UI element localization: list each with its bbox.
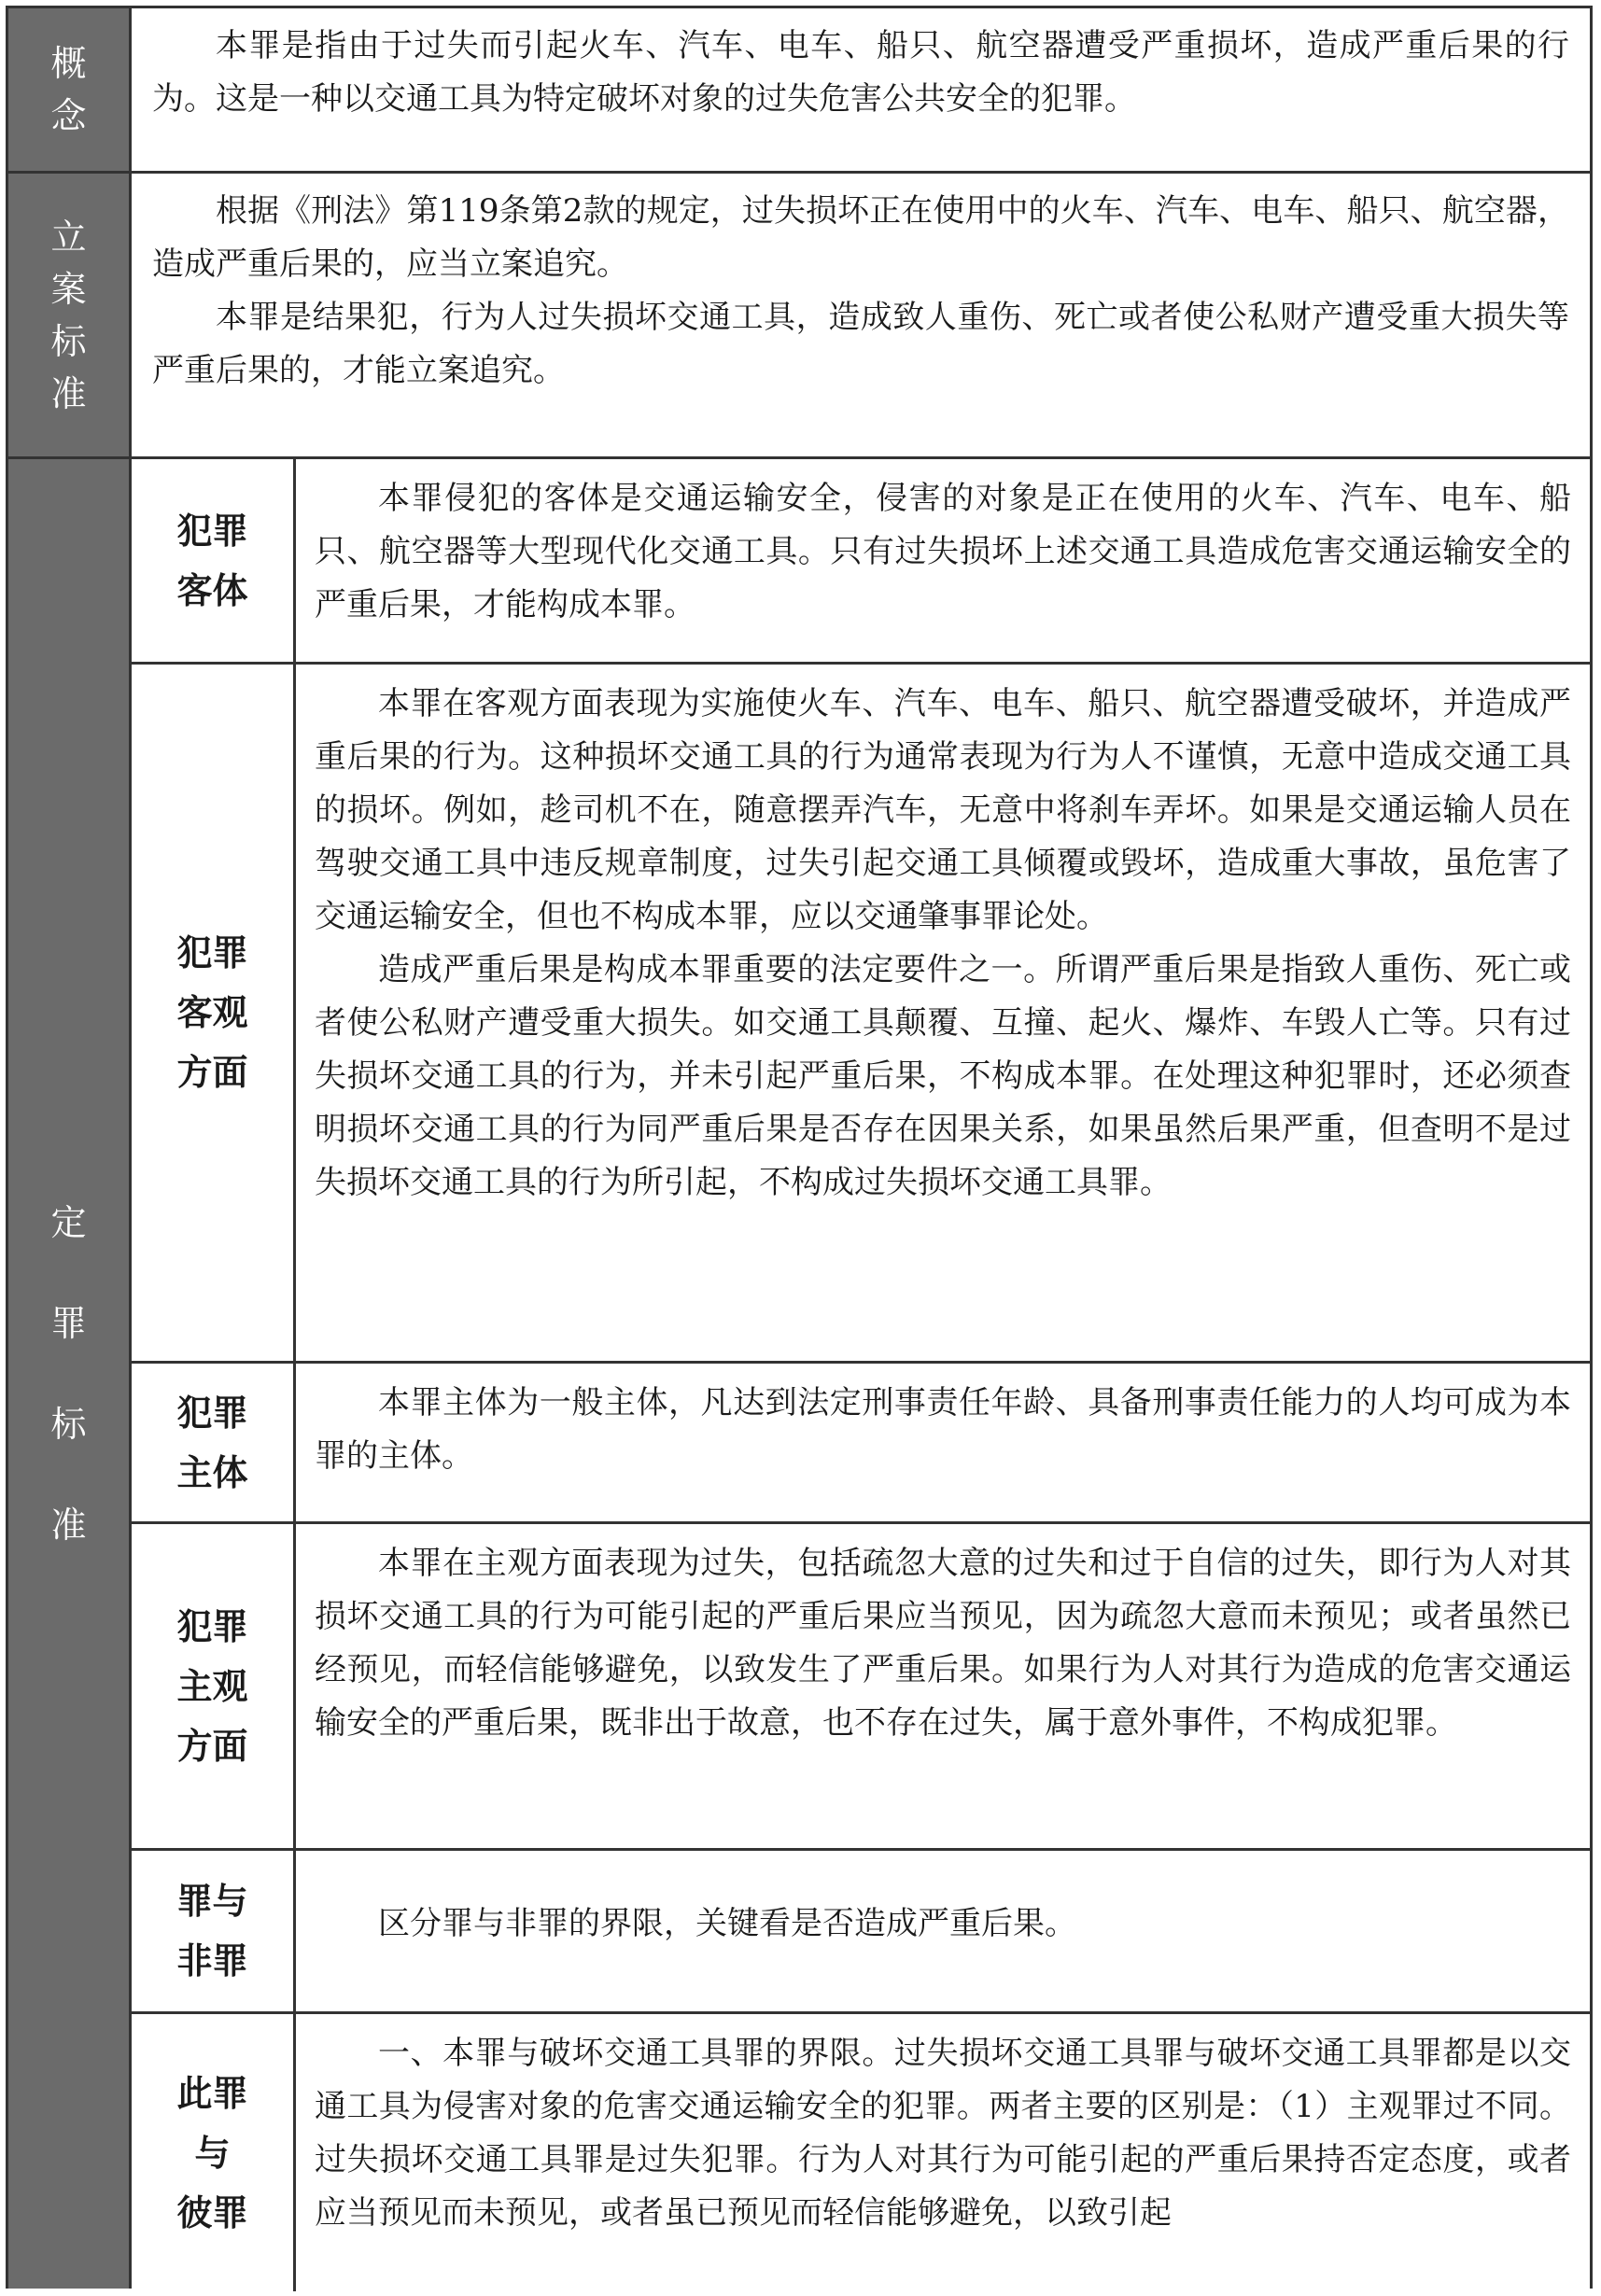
sublabel-line: 犯罪 — [176, 510, 248, 552]
crime-subject-body — [296, 1364, 1590, 1521]
label-char: 准 — [50, 372, 87, 414]
law-table — [6, 6, 1593, 2289]
sublabel-line: 与 — [194, 2132, 231, 2174]
sublabel-line: 主观 — [176, 1665, 248, 1707]
label-char: 定 — [50, 1202, 87, 1243]
crime-subject-section — [132, 1364, 1590, 1524]
concept-body — [132, 8, 1590, 171]
label-char: 标 — [50, 1404, 87, 1445]
paragraph: 根据《刑法》第119条第2款的规定，过失损坏正在使用中的火车、汽车、电车、船只、航空器，造成严重后果的，应当立案追究。 — [152, 192, 1569, 283]
sublabel-line: 客体 — [176, 569, 248, 611]
crime-object-section — [132, 459, 1590, 665]
concept-label — [8, 8, 132, 171]
conviction-standard-label — [8, 459, 132, 2289]
paragraph: 本罪侵犯的客体是交通运输安全，侵害的对象是正在使用的火车、汽车、电车、船只、航空器等大型现代化交通工具。只有过失损坏上述交通工具造成危害交通运输安全的严重后果，才能构成本罪。 — [315, 480, 1571, 623]
crime-object-label — [132, 459, 296, 662]
paragraph: 区分罪与非罪的界限，关键看是否造成严重后果。 — [378, 1905, 1076, 1942]
label-char: 准 — [50, 1505, 87, 1546]
this-vs-that-crime-body — [296, 2014, 1590, 2291]
concept-row — [6, 6, 1593, 174]
objective-aspect-section — [132, 665, 1590, 1364]
crime-object-body — [296, 459, 1590, 662]
sublabel-line: 此罪 — [176, 2072, 248, 2114]
conviction-standard-row — [6, 456, 1593, 2289]
paragraph: 本罪在主观方面表现为过失，包括疏忽大意的过失和过于自信的过失，即行为人对其损坏交通工具的行为可能引起的严重后果应当预见，因为疏忽大意而未预见；或者虽然已经预见，而轻信能够避免，以致发生了严重后果。如果行为人对其行为造成的危害交通运输安全的严重后果，既非出于故意，也不存在过失，属于意外事件，不构成犯罪。 — [315, 1545, 1571, 1742]
sublabel-line: 客观 — [176, 992, 248, 1033]
objective-aspect-label — [132, 665, 296, 1361]
sublabel-line: 犯罪 — [176, 1605, 248, 1647]
sublabel-line: 非罪 — [176, 1940, 248, 1981]
label-char: 概 — [50, 43, 87, 84]
crime-vs-noncrime-label — [132, 1851, 296, 2011]
paragraph: 一、本罪与破坏交通工具罪的界限。过失损坏交通工具罪与破坏交通工具罪都是以交通工具为侵害对象的危害交通运输安全的犯罪。两者主要的区别是：（1）主观罪过不同。过失损坏交通工具罪是过失犯罪。行为人对其行为可能引起的严重后果持否定态度，或者应当预见而未预见，或者虽已预见而轻信能够避免，以致引起 — [315, 2035, 1571, 2232]
sublabel-line: 方面 — [176, 1725, 248, 1767]
crime-vs-noncrime-body — [296, 1851, 1590, 2011]
sublabel-line: 彼罪 — [176, 2191, 248, 2233]
filing-standard-row — [6, 171, 1593, 459]
paragraph: 本罪主体为一般主体，凡达到法定刑事责任年龄、具备刑事责任能力的人均可成为本罪的主体。 — [315, 1384, 1571, 1475]
label-char: 立 — [50, 216, 87, 258]
subjective-aspect-label — [132, 1524, 296, 1848]
paragraph: 本罪是结果犯，行为人过失损坏交通工具，造成致人重伤、死亡或者使公私财产遭受重大损失等严重后果的，才能立案追究。 — [152, 299, 1569, 389]
sublabel-line: 犯罪 — [176, 932, 248, 973]
subjective-aspect-body — [296, 1524, 1590, 1848]
this-vs-that-crime-label — [132, 2014, 296, 2291]
objective-aspect-body — [296, 665, 1590, 1361]
label-char: 罪 — [50, 1303, 87, 1344]
label-char: 念 — [50, 95, 87, 136]
crime-vs-noncrime-section — [132, 1851, 1590, 2014]
filing-standard-body — [132, 174, 1590, 456]
filing-standard-label — [8, 174, 132, 456]
sublabel-line: 方面 — [176, 1052, 248, 1093]
paragraph: 本罪是指由于过失而引起火车、汽车、电车、船只、航空器遭受严重损坏，造成严重后果的行为。这是一种以交通工具为特定破坏对象的过失危害公共安全的犯罪。 — [152, 27, 1569, 118]
label-char: 案 — [50, 268, 87, 310]
paragraph: 造成严重后果是构成本罪重要的法定要件之一。所谓严重后果是指致人重伤、死亡或者使公私财产遭受重大损失。如交通工具颠覆、互撞、起火、爆炸、车毁人亡等。只有过失损坏交通工具的行为，并未引起严重后果，不构成本罪。在处理这种犯罪时，还必须查明损坏交通工具的行为同严重后果是否存在因果关系，如果虽然后果严重，但查明不是过失损坏交通工具的行为所引起，不构成过失损坏交通工具罪。 — [315, 951, 1571, 1201]
sublabel-line: 犯罪 — [176, 1392, 248, 1434]
sublabel-line: 罪与 — [176, 1881, 248, 1922]
paragraph: 本罪在客观方面表现为实施使火车、汽车、电车、船只、航空器遭受破坏，并造成严重后果的行为。这种损坏交通工具的行为通常表现为行为人不谨慎，无意中造成交通工具的损坏。例如，趁司机不在，随意摆弄汽车，无意中将刹车弄坏。如果是交通运输人员在驾驶交通工具中违反规章制度，过失引起交通工具倾覆或毁坏，造成重大事故，虽危害了交通运输安全，但也不构成本罪，应以交通肇事罪论处。 — [315, 685, 1571, 935]
crime-subject-label — [132, 1364, 296, 1521]
sublabel-line: 主体 — [176, 1451, 248, 1493]
label-char: 标 — [50, 320, 87, 362]
this-vs-that-crime-section — [132, 2014, 1590, 2291]
subjective-aspect-section — [132, 1524, 1590, 1851]
